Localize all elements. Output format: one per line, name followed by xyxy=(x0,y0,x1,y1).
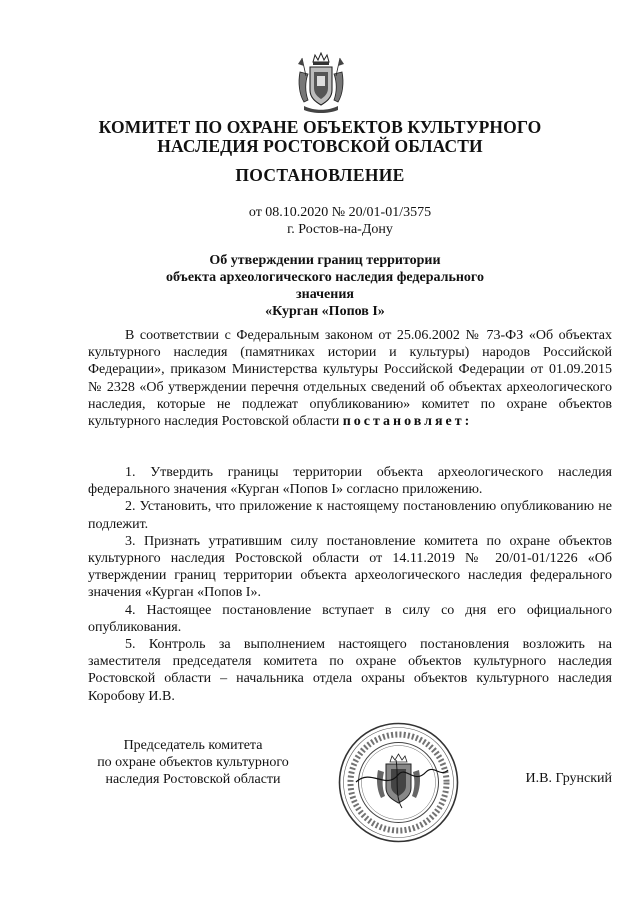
decree-item-1: 1. Утвердить границы территории объекта археологического наследия федерального значения «Курган «Попов I» согласно приложению. xyxy=(88,465,612,498)
date-number: от 08.10.2020 № 20/01-01/3575 xyxy=(248,205,432,220)
subject-line-3: «Курган «Попов I» xyxy=(265,304,385,319)
coat-of-arms-emblem xyxy=(296,52,346,114)
org-line-1: КОМИТЕТ ПО ОХРАНЕ ОБЪЕКТОВ КУЛЬТУРНОГО xyxy=(98,117,542,137)
decree-item-2: 2. Установить, что приложение к настоящему постановлению опубликованию не подлежит. xyxy=(88,499,612,532)
preamble-text: В соответствии с Федеральным законом от 25.06.2002 № 73-ФЗ «Об объектах культурного наследия (памятниках истории и культуры) народов Российской Федерации», приказом Министерства культуры Российской Федерации от 01.09.2015 № 2328 «Об утверждении перечня отдельных сведений об объектах археологического наследия, которые не подлежат опубликованию» комитет по охране объектов культурного наследия Ростовской области xyxy=(88,328,612,430)
decree-items xyxy=(88,464,612,705)
preamble xyxy=(88,327,612,430)
document-subject xyxy=(140,252,510,320)
position-line-2: по охране объектов культурного xyxy=(97,755,289,771)
organization-name xyxy=(0,118,640,156)
signatory-position xyxy=(88,737,298,789)
position-line-1: Председатель комитета xyxy=(123,738,263,753)
subject-line-2: объекта археологического наследия федерального значения xyxy=(166,270,484,302)
city: г. Ростов-на-Дону xyxy=(287,222,393,237)
signatory-name: И.В. Грунский xyxy=(525,771,612,786)
decree-word: постановляет: xyxy=(342,414,473,430)
org-line-2: НАСЛЕДИЯ РОСТОВСКОЙ ОБЛАСТИ xyxy=(157,136,483,156)
official-seal xyxy=(336,720,461,845)
decree-item-5: 5. Контроль за выполнением настоящего постановления возложить на заместителя председателя комитета по охране объектов культурного наследия Ростовской области – начальника отдела охраны объектов культурного наследия Коробову И.В. xyxy=(88,637,612,704)
position-line-3: наследия Ростовской области xyxy=(105,772,281,788)
decree-item-4: 4. Настоящее постановление вступает в силу со дня его официального опубликования. xyxy=(88,602,612,635)
document-meta xyxy=(225,204,455,238)
document-type: ПОСТАНОВЛЕНИЕ xyxy=(235,165,405,185)
subject-line-1: Об утверждении границ территории xyxy=(209,253,441,268)
decree-item-3: 3. Признать утратившим силу постановление комитета по охране объектов культурного наследия Ростовской области от 14.11.2019 № 20/01-01/1226 «Об утверждении границ территории объекта археологического наследия федерального значения «Курган «Попов I». xyxy=(88,533,612,601)
